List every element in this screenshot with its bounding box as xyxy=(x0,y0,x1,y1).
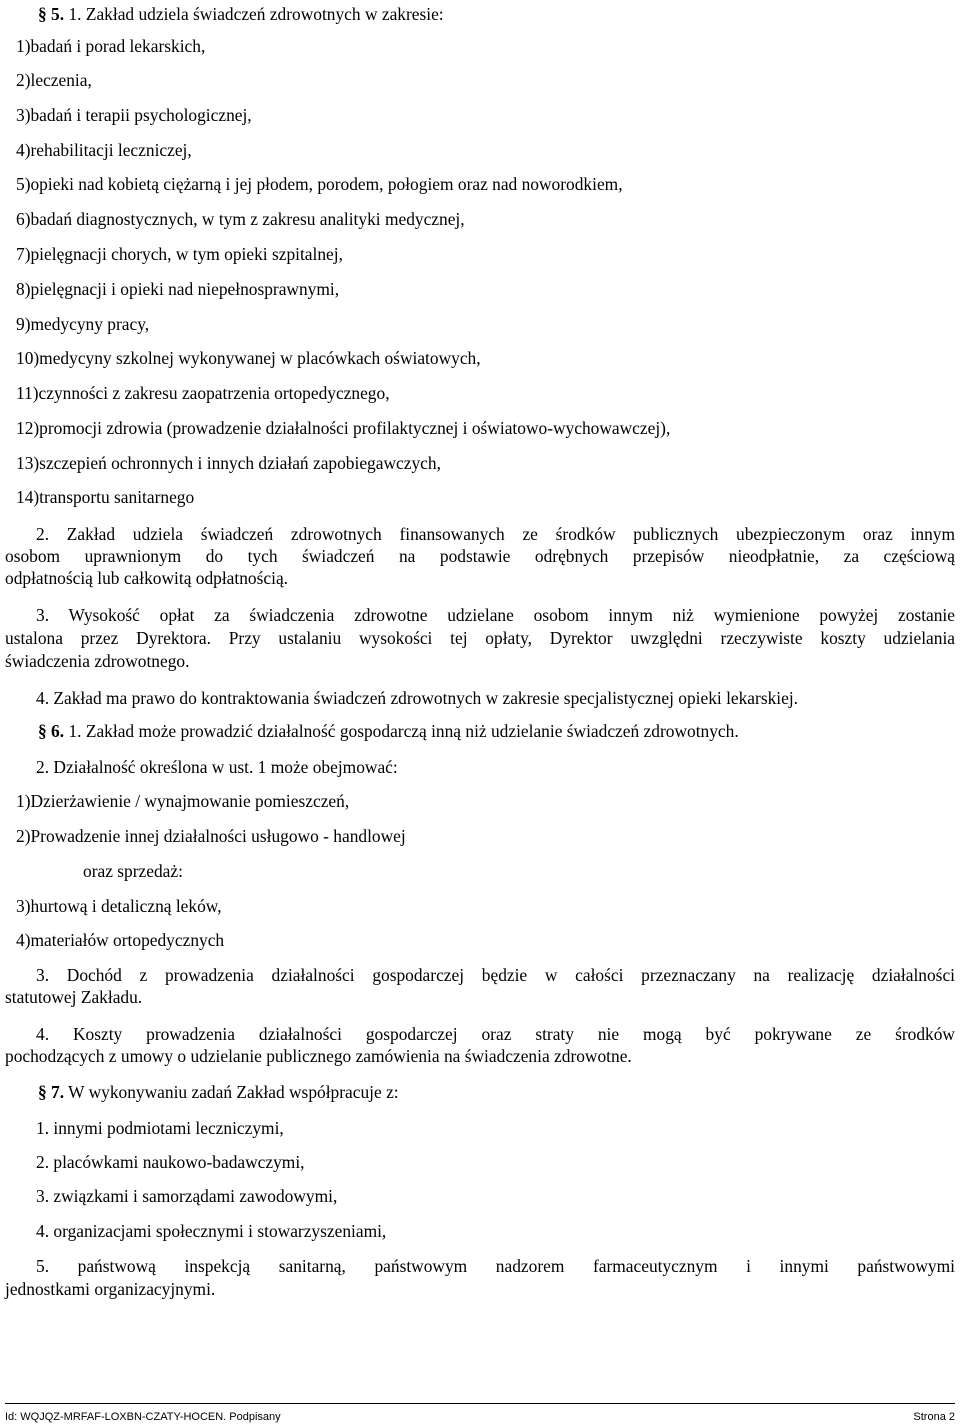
list-item: 1)Dzierżawienie / wynajmowanie pomieszczeń, xyxy=(16,791,350,811)
list-item: 2)leczenia, xyxy=(16,70,92,90)
paragraph-line: statutowej Zakładu. xyxy=(5,987,143,1007)
section-5-heading xyxy=(38,3,444,25)
list-item: 13)szczepień ochronnych i innych działań zapobiegawczych, xyxy=(16,453,441,473)
section-6-intro: 1. Zakład może prowadzić działalność gospodarczą inną niż udzielanie świadczeń zdrowotnych. xyxy=(68,721,739,741)
list-item: 4)rehabilitacji leczniczej, xyxy=(16,140,192,160)
footer-divider xyxy=(5,1403,955,1404)
list-item: oraz sprzedaż: xyxy=(83,861,183,881)
section-5-paragraph-4: 4. Zakład ma prawo do kontraktowania świadczeń zdrowotnych w zakresie specjalistycznej opieki lekarskiej. xyxy=(36,688,799,708)
section-7-intro: W wykonywaniu zadań Zakład współpracuje z: xyxy=(68,1082,399,1102)
paragraph-line: ustalona przez Dyrektora. Przy ustalaniu wysokości tej opłaty, Dyrektor uwzględni rzeczywiste koszty udzielania xyxy=(5,628,955,648)
list-item: 11)czynności z zakresu zaopatrzenia ortopedycznego, xyxy=(16,383,390,403)
list-item: 14)transportu sanitarnego xyxy=(16,487,195,507)
section-6-heading xyxy=(38,720,739,742)
list-item: 2)Prowadzenie innej działalności usługowo - handlowej xyxy=(16,826,406,846)
list-item: 3)badań i terapii psychologicznej, xyxy=(16,105,252,125)
paragraph-line: 3. Dochód z prowadzenia działalności gospodarczej będzie w całości przeznaczany na realizację działalności xyxy=(36,965,955,985)
list-item: 2. placówkami naukowo-badawczymi, xyxy=(36,1152,305,1172)
section-7-heading xyxy=(38,1081,399,1103)
page-number: Strona 2 xyxy=(913,1411,955,1423)
list-item: 3. związkami i samorządami zawodowymi, xyxy=(36,1186,338,1206)
list-item: 1. innymi podmiotami leczniczymi, xyxy=(36,1118,284,1138)
list-item: 5. państwową inspekcją sanitarną, państwowym nadzorem farmaceutycznym i innymi państwowymi xyxy=(36,1256,955,1276)
paragraph-line: odpłatnością lub całkowitą odpłatnością. xyxy=(5,568,289,588)
list-item: 9)medycyny pracy, xyxy=(16,314,150,334)
section-7-number: § 7. xyxy=(38,1082,65,1102)
list-item: 3)hurtową i detaliczną leków, xyxy=(16,896,222,916)
list-item: 6)badań diagnostycznych, w tym z zakresu analityki medycznej, xyxy=(16,209,465,229)
list-item-continuation: jednostkami organizacyjnymi. xyxy=(5,1279,216,1299)
list-item: 7)pielęgnacji chorych, w tym opieki szpitalnej, xyxy=(16,244,343,264)
paragraph-line: świadczenia zdrowotnego. xyxy=(5,651,190,671)
document-id: Id: WQJQZ-MRFAF-LOXBN-CZATY-HOCEN. Podpisany xyxy=(5,1411,281,1423)
list-item: 12)promocji zdrowia (prowadzenie działalności profilaktycznej i oświatowo-wychowawczej), xyxy=(16,418,671,438)
list-item: 4. organizacjami społecznymi i stowarzyszeniami, xyxy=(36,1221,387,1241)
list-item: 5)opieki nad kobietą ciężarną i jej płodem, porodem, połogiem oraz nad noworodkiem, xyxy=(16,174,623,194)
list-item: 1)badań i porad lekarskich, xyxy=(16,36,206,56)
paragraph-line: osobom uprawnionym do tych świadczeń na podstawie odrębnych przepisów nieodpłatnie, za częściową xyxy=(5,546,955,566)
section-5-number: § 5. xyxy=(38,4,65,24)
section-6-paragraph-2: 2. Działalność określona w ust. 1 może obejmować: xyxy=(36,757,398,777)
paragraph-line: pochodzących z umowy o udzielanie publicznego zamówienia na świadczenia zdrowotne. xyxy=(5,1046,632,1066)
list-item: 8)pielęgnacji i opieki nad niepełnosprawnymi, xyxy=(16,279,340,299)
section-6-number: § 6. xyxy=(38,721,65,741)
list-item: 4)materiałów ortopedycznych xyxy=(16,930,225,950)
paragraph-line: 3. Wysokość opłat za świadczenia zdrowotne udzielane osobom innym niż wymienione powyżej zostanie xyxy=(36,605,955,625)
paragraph-line: 4. Koszty prowadzenia działalności gospodarczej oraz straty nie mogą być pokrywane ze środków xyxy=(36,1024,955,1044)
paragraph-line: 2. Zakład udziela świadczeń zdrowotnych finansowanych ze środków publicznych ubezpieczonym oraz innym xyxy=(36,524,955,544)
list-item: 10)medycyny szkolnej wykonywanej w placówkach oświatowych, xyxy=(16,348,481,368)
section-5-intro: 1. Zakład udziela świadczeń zdrowotnych w zakresie: xyxy=(68,4,444,24)
